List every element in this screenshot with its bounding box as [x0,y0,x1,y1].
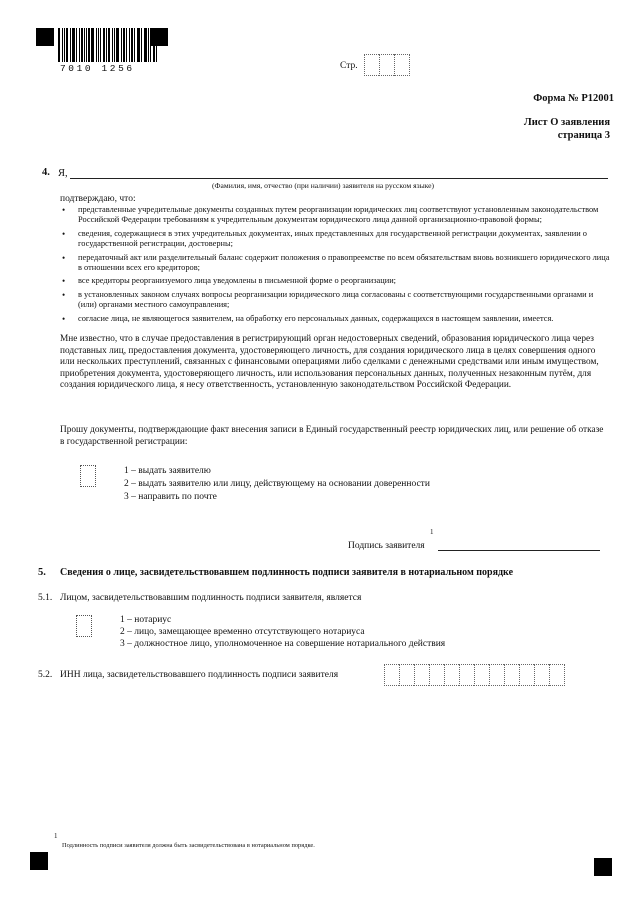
page-label: Стр. [340,61,358,71]
delivery-option-1: 1 – выдать заявителю [124,466,211,476]
inn-cell[interactable] [504,664,519,686]
section-5-2-number: 5.2. [38,670,53,680]
certifier-type-box[interactable] [76,615,92,637]
confirm-text: подтверждаю, что: [60,194,136,204]
barcode-bar [103,28,105,62]
request-paragraph: Прошу документы, подтверждающие факт внесения записи в Единый государственный реестр юридических лиц, или решение об отказе в государственной регистрации: [60,425,604,447]
inn-cell[interactable] [534,664,549,686]
certifier-option-1: 1 – нотариус [120,615,172,625]
barcode-bar [81,28,83,62]
list-item: • согласие лица, не являющегося заявителем, на обработку его персональных данных, содержащихся в настоящем заявлении, имеется. [60,314,610,324]
barcode-bar [112,28,113,62]
barcode-bar [148,28,149,62]
barcode-bar [153,28,155,62]
inn-cell[interactable] [429,664,444,686]
section-5-title: Сведения о лице, засвидетельствовавшем подлинность подписи заявителя в нотариальном порядке [60,567,514,578]
barcode-bar [144,28,147,62]
barcode-bar [131,28,133,62]
barcode-bar [150,28,151,62]
list-item: • представленные учредительные документы созданных путем реорганизации юридических лиц соответствуют установленным законодательством Российской Федерации требованиям к учредительным документам юридического лица данной организационно-правовой формы; [60,205,610,226]
barcode-number: 7010 1256 [60,63,135,74]
barcode-bar [100,28,101,62]
barcode-bar [138,28,140,62]
inn-cell[interactable] [459,664,474,686]
inn-cell[interactable] [414,664,429,686]
barcode-bar [156,28,157,62]
barcode-bar [72,28,75,62]
barcode-bar [79,28,80,62]
barcode-bar [62,28,63,62]
barcode-bar [108,28,110,62]
inn-cell[interactable] [549,664,565,686]
section-5-1-number: 5.1. [38,593,53,603]
sheet-title: Лист О заявления [523,117,610,128]
registration-mark-top-left [36,28,54,46]
awareness-paragraph: Мне известно, что в случае предоставления в регистрирующий орган недостоверных сведений, образования юридического лица через подставных лиц, предоставления документа, удостоверяющего личность, для создания юридического лица в целях совершения одного или нескольких преступлений, связанных с финансовыми операциями либо сделками с денежными средствами или иным имуществом, приобретения документа, удостоверяющего личность, или использования персональных данных, полученных незаконным путём, для создания юридического лица, я несу ответственность, установленную законодательством Российской Федерации. [60,334,599,391]
barcode-bar [66,28,68,62]
barcode-bar [76,28,77,62]
section-4-number: 4. [42,167,50,178]
section-5-1-label: Лицом, засвидетельствовавшим подлинность подписи заявителя, является [60,593,362,603]
barcode-bar [86,28,87,62]
barcode-bar [114,28,115,62]
section-4-ya: Я, [58,168,68,179]
inn-cell[interactable] [489,664,504,686]
sheet-page: страница 3 [557,130,610,141]
barcode-bar [106,28,107,62]
list-item: • в установленных законом случаях вопросы реорганизации юридического лица согласованы с соответствующими государственными органами и (или) органами местного самоуправления; [60,290,610,311]
barcode-bar [121,28,122,62]
delivery-method-box[interactable] [80,465,96,487]
barcode-bar [116,28,119,62]
barcode-bar [58,28,60,62]
inn-cell[interactable] [519,664,534,686]
certifier-option-3: 3 – должностное лицо, уполномоченное на совершение нотариального действия [120,639,446,649]
page-number-cells[interactable] [364,54,410,76]
list-item: • все кредиторы реорганизуемого лица уведомлены в письменной форме о реорганизации; [60,276,610,286]
inn-cell[interactable] [444,664,459,686]
delivery-option-3: 3 – направить по почте [124,492,217,502]
confirmation-list [60,205,610,327]
list-item: • сведения, содержащиеся в этих учредительных документах, иных представленных для государственной регистрации документах, заявлении о государственной регистрации, достоверны; [60,229,610,250]
form-number: Форма № Р12001 [533,93,614,104]
barcode-bar [134,28,135,62]
barcode-bar [88,28,90,62]
barcode [58,28,158,62]
applicant-name-line[interactable] [70,178,608,179]
inn-cells[interactable] [384,664,565,686]
signature-line[interactable] [438,550,600,551]
footnote-text: Подлинность подписи заявителя должна быть засвидетельствована в нотариальном порядке. [62,842,315,849]
footnote-mark: 1 [54,832,58,840]
barcode-bar [84,28,85,62]
inn-cell[interactable] [384,664,399,686]
barcode-bar [70,28,71,62]
barcode-bar [126,28,127,62]
barcode-bar [137,28,138,62]
registration-mark-bottom-left [30,852,48,870]
registration-mark-bottom-right [594,858,612,876]
barcode-bar [129,28,130,62]
barcode-bar [91,28,94,62]
section-5-number: 5. [38,567,46,578]
list-item: • передаточный акт или разделительный баланс содержит положения о правопреемстве по всем обязательствам вновь возникшего юридического лица в отношении всех его кредиторов; [60,253,610,274]
signature-label: Подпись заявителя [348,541,425,551]
inn-cell[interactable] [474,664,489,686]
applicant-name-caption: (Фамилия, имя, отчество (при наличии) заявителя на русском языке) [212,181,435,190]
barcode-bar [123,28,125,62]
certifier-option-2: 2 – лицо, замещающее временно отсутствующего нотариуса [120,627,365,637]
barcode-bar [98,28,99,62]
delivery-option-2: 2 – выдать заявителю или лицу, действующему на основании доверенности [124,479,430,489]
barcode-bar [96,28,97,62]
barcode-bar [141,28,142,62]
inn-cell[interactable] [399,664,414,686]
section-5-2-label: ИНН лица, засвидетельствовавшего подлинность подписи заявителя [60,670,339,680]
barcode-bar [64,28,65,62]
signature-footnote-mark: 1 [430,528,434,536]
